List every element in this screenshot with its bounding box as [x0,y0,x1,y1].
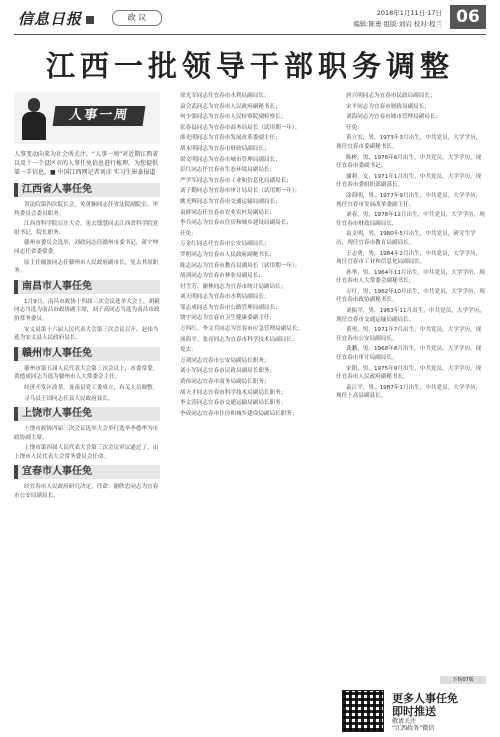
paragraph: 赣州市委员会选举，刘政同志任赣州市委书记，蒋宇坤同志任省委常委。 [14,240,159,255]
list-item: 刘小军同志宜春市民政局副局长职务； [180,368,276,375]
list-item: 万金红同志任宜春市公安局副局长； [180,241,270,248]
paragraph: 安义县第十六届人民代表大会第三次会议召开，赵伟当选为安义县人民政府县长。 [14,326,159,342]
column-right [336,92,486,652]
list-item: 万剑同志宜春市公安局副局长职务； [180,357,270,364]
list-item: 李成同志宜春市住房和城乡建设局副局长职务； [180,410,298,417]
list-item: 彭红同志任宜春市生态环境局副局长； [180,167,276,174]
list-item: 任免： [180,230,197,237]
section-tab: 政 议 [112,10,162,26]
list-item: 免去： [180,347,197,354]
list-item: 姚光辉同志为宜春市交通运输局副局长； [180,198,281,205]
follow-line: 敬请关注 [392,718,417,725]
follow-line: “江西政务”微信 [392,725,435,732]
list-item: 胡天才同志宜春市科学技术局副局长职务； [180,389,287,396]
paragraph: 赣州市第五届人民代表大会第三次会议上，市委常委，黄德成同志当选为赣州市人大常委会主任。 [14,365,159,381]
list-item: 宋平同志为宜春市财政局副局长； [346,103,430,110]
person-silhouette-icon [22,98,46,140]
header-rule [14,34,486,35]
list-item: 李兵同志为宜春市住房和城乡建设局副局长； [180,220,292,227]
date-line: 2018年1月11日·17日 [376,9,442,17]
wechat-promo [336,688,486,732]
list-item: 陈志同志为宜春市教育局副局长（试用期一年）； [180,262,301,269]
intro-text: 人事变动向来为社会所关注。“人事一周”对近期江西省以及十一个设区市的人事任免信息进行梳理，为您提供第一手信息，■ 中国江西网记者刘彦 实习生崔豪报道 [14,151,159,176]
list-item: 黄勇，男，1971年7月出生，中共党员，大学学历，现任宜春市公安局副局长。 [336,327,482,342]
list-item: 刘天明同志为宜春市水利局副局长； [180,294,270,301]
list-item: 饶宇同志为宜春市卫生健康委副主任； [180,315,276,322]
list-item: 唐兴明同志为宜春市民政局副局长； [346,93,436,99]
section-title: 赣州市人事任免 [14,347,160,361]
list-item: 严学军同志为宜春市工业和信息化局副局长； [180,177,292,184]
paragraph: 省法院第四次院长会，免黄娴同志任省法院副院长、审判委员会委员职务。 [14,202,159,217]
follow-text [392,718,434,732]
list-item: 邹志成同志为宜春市公路管理局副局长； [180,304,281,311]
badge-title: 人事一周 [53,106,146,126]
list-item: 袁江平，男，1987年1月出生，中共党员，大学学历，现任上高县副县长。 [336,384,482,400]
list-item: 熊光明同志为宜春市发展改革委副主任； [180,135,281,142]
column-badge [14,92,160,144]
list-item: 宋阳，男，1975年9月出生，中共党员，大学学历，现任宜春市人民政府副秘书长。 [336,365,482,381]
list-item: 刘春，男，1978年12月出生，中共党员，大学学历，现任宜春市财政局副局长。 [336,212,485,227]
section-title: 南昌市人事任免 [14,280,160,294]
paragraph: 1月9日，南昌市政协十四届三次会议选举大会上，胡毅同志当选为南昌市政协副主席，刘子高同志当选为南昌市政协常务委员。 [14,298,160,322]
list-item: 涂海明，男，1977年9月出生，中共党员，大学学历，现任宜春市发展改革委副主任。 [336,192,482,208]
list-item: 罗明同志为宜春市人民政府副秘书长； [180,251,276,258]
page-header [0,0,500,34]
list-item: 胡剑同志为宜春市林业局副局长； [180,273,264,280]
list-item: 黄伟同志宜春市商务局副局长职务； [180,379,270,386]
column-middle [170,92,328,732]
list-item: 王志勇，男，1984年2月出生，中共党员，大学学历，现任宜春市工业和信息化局副局长。 [336,250,482,266]
qr-code-icon[interactable] [342,690,384,732]
list-item: 刘振平，男，1963年11月出生，中共党员，大学学历，现任宜春市交通运输局副局长。 [336,308,485,323]
list-item: 谢莉，女，1971年1月出生，中共党员，大学学历，现任宜春市委组织部副部长。 [336,173,482,189]
paragraph: 江西省科学院召开大会，免去钱慧同志江西省科学院党组书记、院长职务。 [14,221,159,236]
list-item: 陈彬，男，1976年6月出生，中共党员，大学学历，现任宜春市委副书记。 [336,154,482,170]
list-item: 刘子勤同志为宜春市审计局局长（试用期一年）； [180,188,301,195]
page-number: 06 [450,5,486,29]
promo-line: 更多人事任免 [392,692,458,705]
list-item: 万四红、李文兵同志为宜春市应急管理局副局长； [180,326,304,333]
newspaper-logo: 信息日报 [18,8,94,29]
paragraph: 经济开发区改革，龙南县党工委成立，有关人员调整。 [24,384,159,391]
list-item: 李文涛同志宜春市交通运输局副局长职务； [180,400,287,407]
column-left [14,92,160,732]
list-item: 袁会武同志为宜春市人民政府副秘书长； [180,103,281,110]
paragraph: 原主任谢波同志任赣州市人民政府副市长，免去其原职务。 [14,259,159,275]
list-item: 梁文明同志为宜春市城市管理局副局长； [180,156,281,163]
editor-line: 编辑:陈勇 组版:刘岩 校对:程兰 [353,20,442,28]
paragraph: 上饶市政协四届三次会议选举大会举行选举李德华为市政协副主席。 [14,426,159,441]
paragraph: 上饶市第四届人民代表大会第三次会议审议通过了，由上饶市人民代表大会常务委员会任命。 [14,445,159,460]
promo-title [392,692,458,718]
section-title: 江西省人事任免 [14,183,160,197]
paragraph: 经宜春市人民政府研究决定，任命：谢欣忠同志为宜春市公安局副局长。 [14,484,159,500]
list-item: 龚鹏，男，1968年8月出生，中共党员，大学学历，现任宜春市审计局副局长。 [336,346,482,362]
list-item: 刘海同志为宜春市城市管理局副局长； [346,114,442,121]
issue-date [353,8,442,30]
list-item: 付雪芳、谢林同志为宜春市统计局副局长； [180,283,287,290]
promo-line: 即时推送 [392,705,436,718]
section-title: 宜春市人事任免 [14,465,160,479]
paragraph: 寻乌县王国同志任县人民政府县长。 [24,395,114,402]
list-item: 胡永明同志为宜春市财政局副局长； [180,145,270,152]
list-item: 徐光军同志任宜春市水利局副局长； [180,93,270,99]
list-item: 汤海平、张亮同志为宜春市科学技术局副局长； [180,336,298,343]
list-item: 何少强同志为宜春市人民检察院副检察长； [180,114,287,121]
section-title: 上饶市人事任免 [14,407,160,421]
list-item: 袁文明，男，1980年5月出生，中共党员，研究生学历，现任宜春市教育局副局长。 [336,231,476,246]
continued-tag: 下转07版 [440,676,486,684]
page-headline: 江西一批领导干部职务调整 [45,49,454,83]
list-item: 黄立宏，男，1973年3月出生，中共党员，大学学历，现任宜春市委副秘书长。 [336,135,482,150]
list-item: 张春县同志为宜春市商务局局长（试用期一年）； [180,124,301,131]
list-item: 万红，男，1962年10月出生，中共党员，大学学历，现任宜春市政协副秘书长。 [336,288,485,304]
list-item: 孙华，男，1964年11月出生，中共党员，大学学历，现任宜春市人大常委会副秘书长。 [336,269,485,285]
list-item: 任免： [346,124,363,131]
list-item: 袁群同志任宜春市农业农村局副局长； [180,209,276,216]
